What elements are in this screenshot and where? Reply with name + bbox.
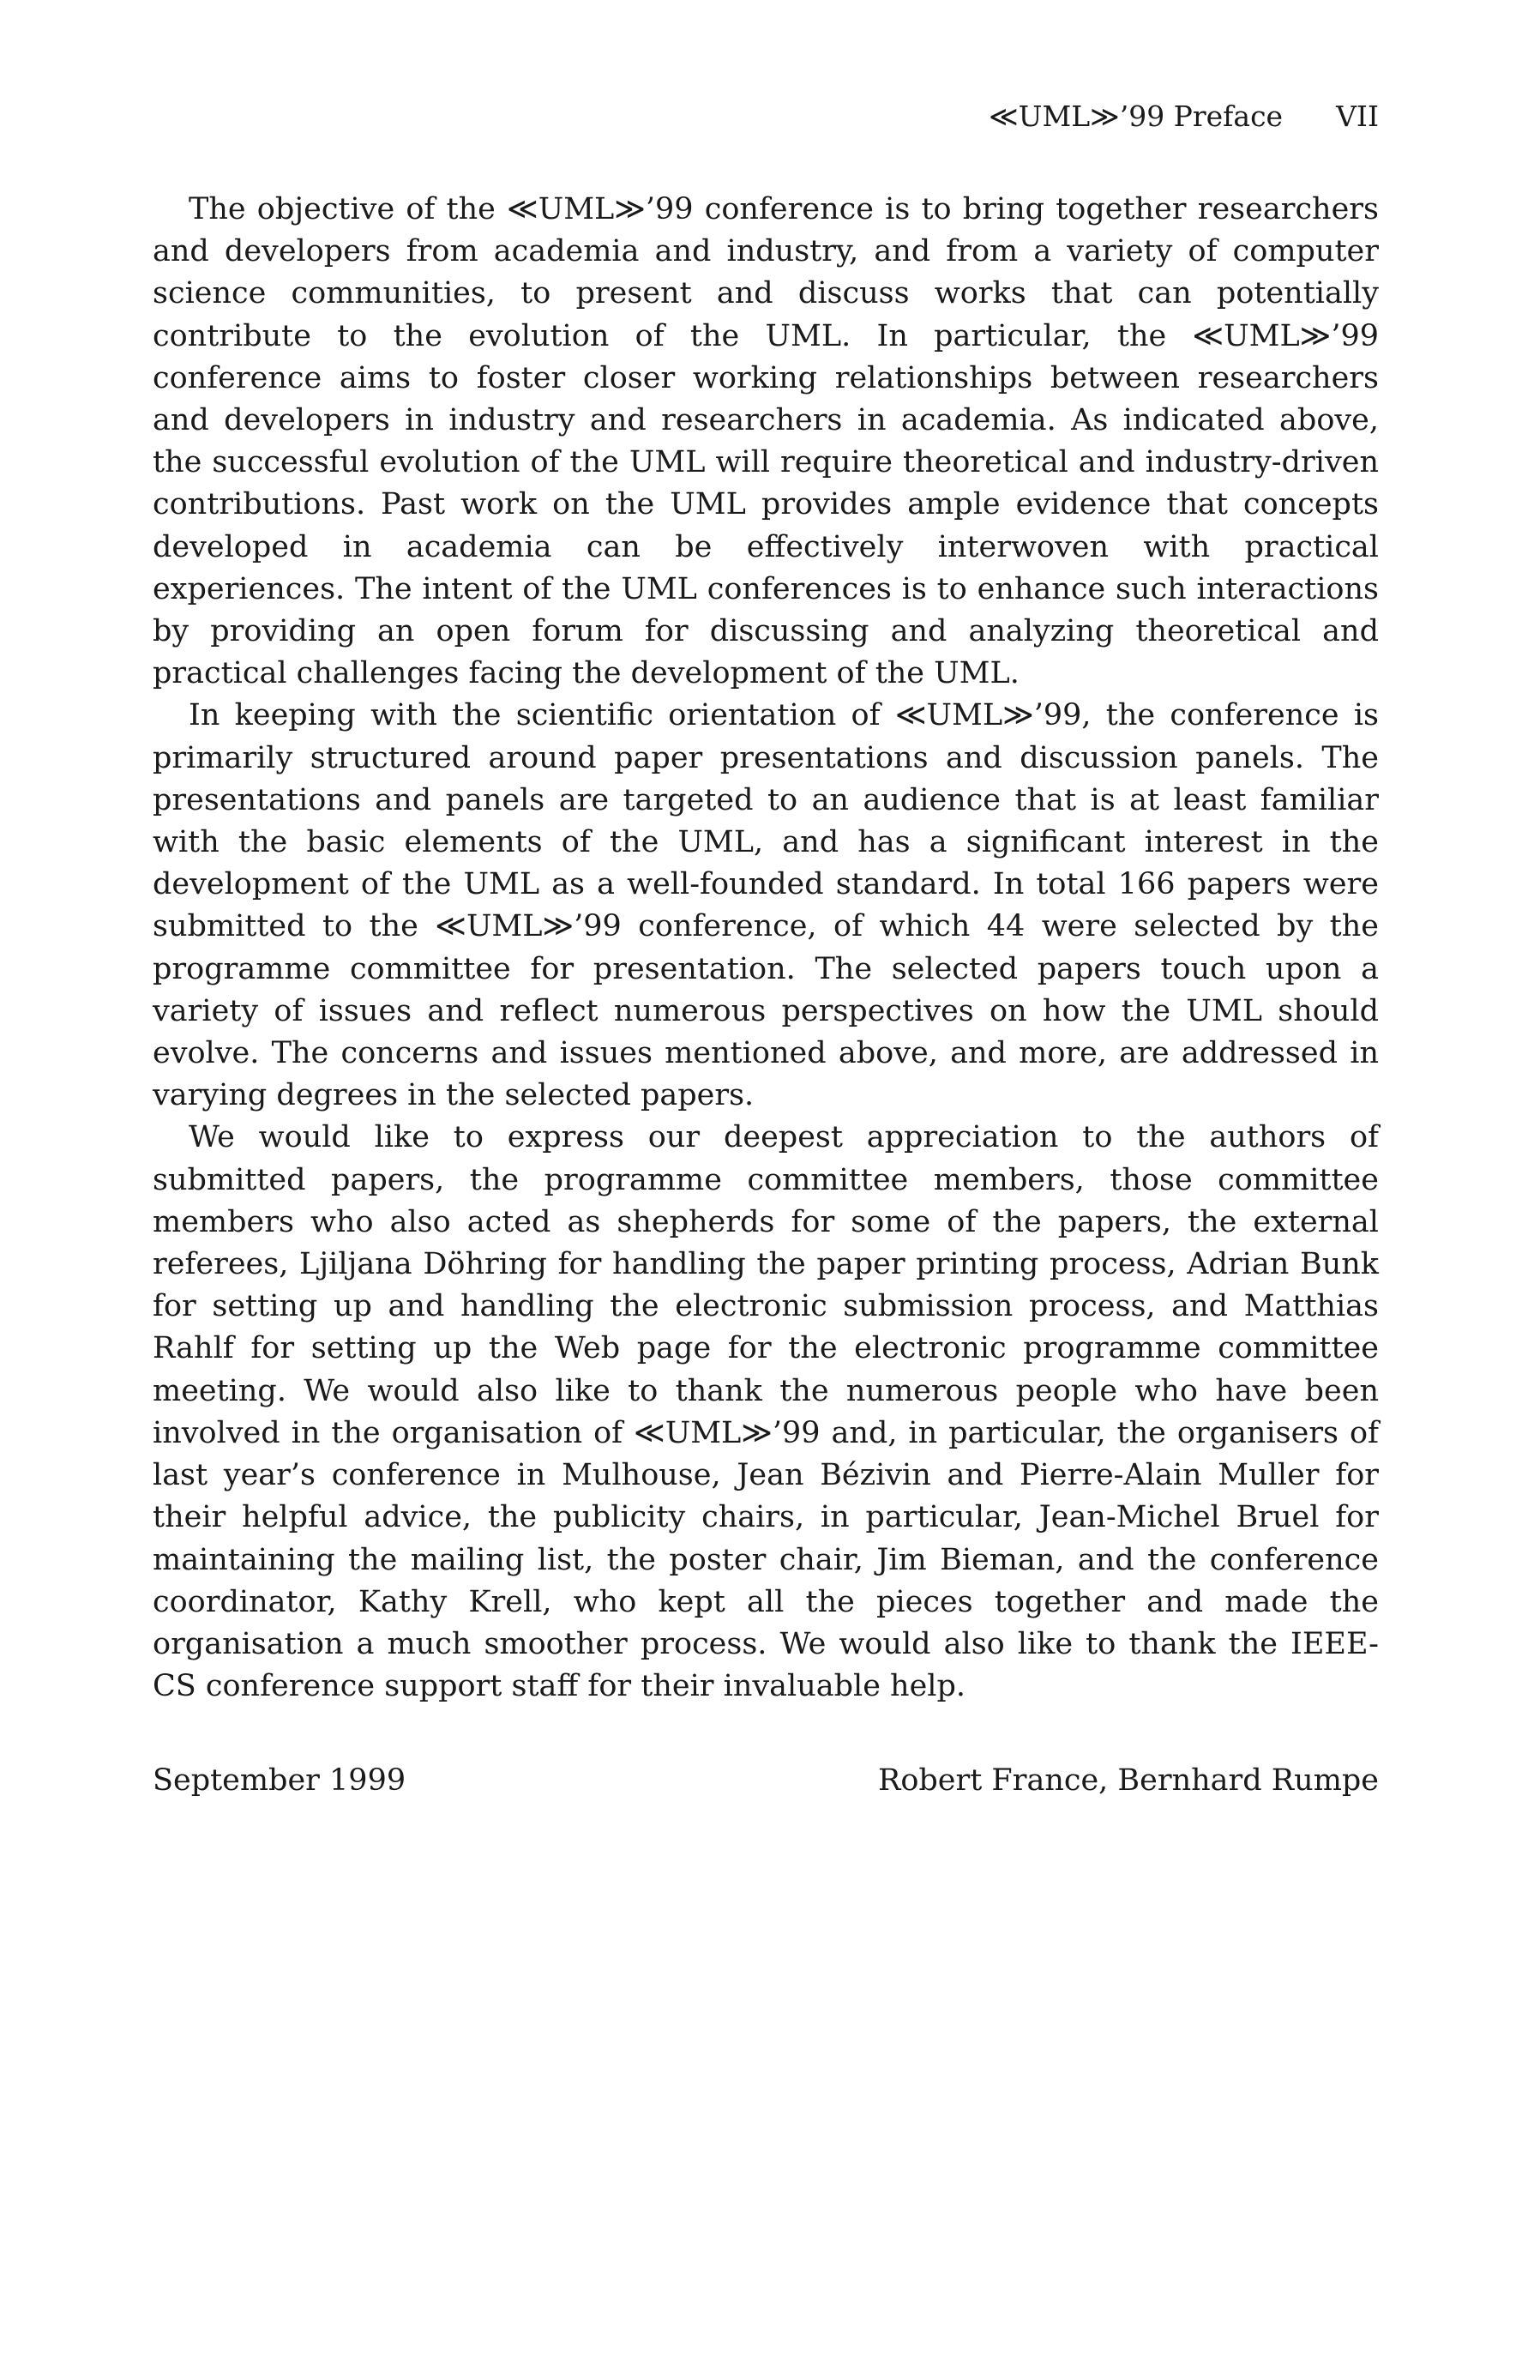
preface-body xyxy=(153,189,1379,1708)
preface-page xyxy=(153,0,1379,2380)
signature-authors: Robert France, Bernhard Rumpe xyxy=(877,1763,1379,1798)
signature-date: September 1999 xyxy=(153,1763,406,1798)
running-header xyxy=(989,98,1379,136)
page-number: VII xyxy=(1336,99,1379,133)
paragraph-acknowledgements: We would like to express our deepest appreciation to the authors of submitted papers, the programme committee members, those committee members who also acted as shepherds for some of the papers, the external referees, Ljiljana Döhring for handling the paper printing process, Adrian Bunk for setting up and handling the electronic submission process, and Matthias Rahlf for setting up the Web page for the electronic programme committee meeting. We would also like to thank the numerous people who have been involved in the organisation of ≪UML≫’99 and, in particular, the organisers of last year’s conference in Mulhouse, Jean Bézivin and Pierre-Alain Muller for their helpful advice, the publicity chairs, in particular, Jean-Michel Bruel for maintaining the mailing list, the poster chair, Jim Bieman, and the conference coordinator, Kathy Krell, who kept all the pieces together and made the organisation a much smoother process. We would also like to thank the IEEE-CS conference support staff for their invaluable help. xyxy=(153,1120,1379,1704)
paragraph-structure: In keeping with the scientific orientation of ≪UML≫’99, the conference is primarily structured around paper presentations and discussion panels. The presentations and panels are targeted to an audience that is at least familiar with the basic elements of the UML, and has a significant interest in the development of the UML as a well-founded standard. In total 166 papers were submitted to the ≪UML≫’99 conference, of which 44 were selected by the programme committee for presentation. The selected papers touch upon a variety of issues and reflect numerous perspectives on how the UML should evolve. The concerns and issues mentioned above, and more, are addressed in varying degrees in the selected papers. xyxy=(153,698,1379,1113)
paragraph-objective: The objective of the ≪UML≫’99 conference is to bring together researchers and developers from academia and industry, and from a variety of computer science communities, to present and discuss works that can potentially contribute to the evolution of the UML. In particular, the ≪UML≫’99 conference aims to foster closer working relationships between researchers and developers in industry and researchers in academia. As indicated above, the successful evolution of the UML will require theoretical and industry-driven contributions. Past work on the UML provides ample evidence that concepts developed in academia can be effectively interwoven with practical experiences. The intent of the UML conferences is to enhance such interactions by providing an open forum for discussing and analyzing theoretical and practical challenges facing the development of the UML. xyxy=(153,192,1379,691)
running-title: ≪UML≫’99 Preface xyxy=(989,99,1284,133)
signature-line xyxy=(153,1760,1379,1801)
